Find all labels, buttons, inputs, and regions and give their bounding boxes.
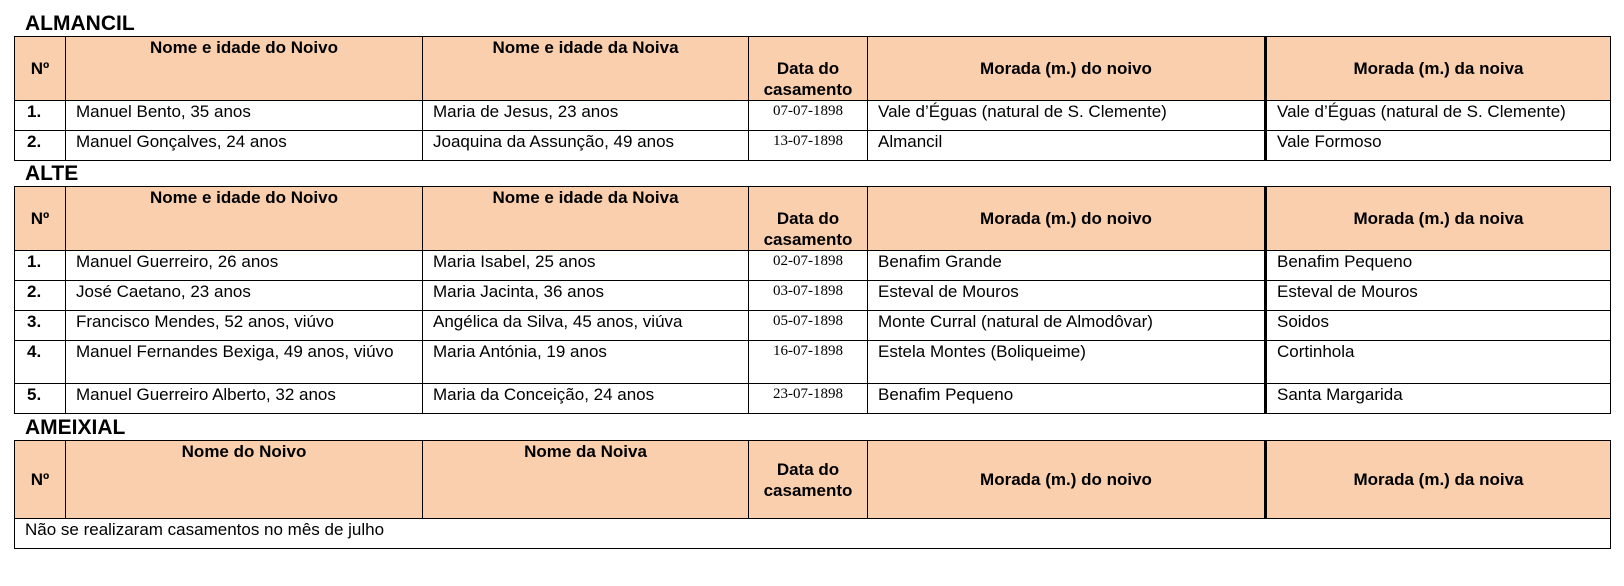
table-row bbox=[15, 131, 1611, 161]
cell-bride-address: Esteval de Mouros bbox=[1266, 281, 1611, 311]
cell-date: 03-07-1898 bbox=[749, 281, 868, 311]
cell-bride: Maria de Jesus, 23 anos bbox=[423, 101, 749, 131]
cell-groom: Manuel Guerreiro Alberto, 32 anos bbox=[66, 384, 423, 414]
cell-num: 5. bbox=[15, 384, 66, 414]
cell-num: 4. bbox=[15, 341, 66, 384]
cell-groom-address: Almancil bbox=[868, 131, 1266, 161]
cell-num: 3. bbox=[15, 311, 66, 341]
header-bride: Nome da Noiva bbox=[423, 441, 749, 519]
cell-bride: Maria Isabel, 25 anos bbox=[423, 251, 749, 281]
cell-num: 1. bbox=[15, 101, 66, 131]
cell-date: 05-07-1898 bbox=[749, 311, 868, 341]
cell-groom-address: Monte Curral (natural de Almodôvar) bbox=[868, 311, 1266, 341]
cell-groom-address: Vale d’Éguas (natural de S. Clemente) bbox=[868, 101, 1266, 131]
cell-bride-address: Soidos bbox=[1266, 311, 1611, 341]
cell-date: 07-07-1898 bbox=[749, 101, 868, 131]
header-bride: Nome e idade da Noiva bbox=[423, 37, 749, 101]
cell-groom-address: Benafim Pequeno bbox=[868, 384, 1266, 414]
table-ameixial bbox=[14, 440, 1611, 549]
cell-groom-address: Benafim Grande bbox=[868, 251, 1266, 281]
cell-bride: Maria da Conceição, 24 anos bbox=[423, 384, 749, 414]
no-marriages-note: Não se realizaram casamentos no mês de julho bbox=[15, 519, 1611, 549]
cell-groom: Francisco Mendes, 52 anos, viúvo bbox=[66, 311, 423, 341]
table-row bbox=[15, 384, 1611, 414]
section-title-almancil: ALMANCIL bbox=[25, 12, 135, 35]
header-groom: Nome e idade do Noivo bbox=[66, 37, 423, 101]
cell-groom: Manuel Fernandes Bexiga, 49 anos, viúvo bbox=[66, 341, 423, 384]
cell-bride-address: Cortinhola bbox=[1266, 341, 1611, 384]
header-bride: Nome e idade da Noiva bbox=[423, 187, 749, 251]
cell-groom: Manuel Guerreiro, 26 anos bbox=[66, 251, 423, 281]
header-bride-address: Morada (m.) da noiva bbox=[1266, 441, 1611, 519]
header-date: Data do casamento bbox=[749, 187, 868, 251]
header-groom-address: Morada (m.) do noivo bbox=[868, 37, 1266, 101]
table-row bbox=[15, 281, 1611, 311]
cell-groom-address: Estela Montes (Boliqueime) bbox=[868, 341, 1266, 384]
cell-bride-address: Vale Formoso bbox=[1266, 131, 1611, 161]
header-groom-address: Morada (m.) do noivo bbox=[868, 441, 1266, 519]
cell-num: 2. bbox=[15, 131, 66, 161]
table-row bbox=[15, 101, 1611, 131]
header-groom-address: Morada (m.) do noivo bbox=[868, 187, 1266, 251]
cell-date: 13-07-1898 bbox=[749, 131, 868, 161]
table-row bbox=[15, 519, 1611, 549]
table-row bbox=[15, 251, 1611, 281]
cell-bride-address: Benafim Pequeno bbox=[1266, 251, 1611, 281]
table-row bbox=[15, 311, 1611, 341]
cell-num: 2. bbox=[15, 281, 66, 311]
table-row bbox=[15, 341, 1611, 384]
cell-bride: Angélica da Silva, 45 anos, viúva bbox=[423, 311, 749, 341]
cell-groom: José Caetano, 23 anos bbox=[66, 281, 423, 311]
header-groom: Nome e idade do Noivo bbox=[66, 187, 423, 251]
table-header-row bbox=[15, 37, 1611, 101]
cell-bride: Maria Jacinta, 36 anos bbox=[423, 281, 749, 311]
cell-date: 02-07-1898 bbox=[749, 251, 868, 281]
section-title-ameixial: AMEIXIAL bbox=[25, 416, 126, 439]
cell-bride-address: Santa Margarida bbox=[1266, 384, 1611, 414]
cell-date: 16-07-1898 bbox=[749, 341, 868, 384]
header-num: Nº bbox=[15, 37, 66, 101]
cell-bride: Maria Antónia, 19 anos bbox=[423, 341, 749, 384]
section-title-alte: ALTE bbox=[25, 162, 79, 185]
cell-groom-address: Esteval de Mouros bbox=[868, 281, 1266, 311]
cell-bride-address: Vale d’Éguas (natural de S. Clemente) bbox=[1266, 101, 1611, 131]
cell-bride: Joaquina da Assunção, 49 anos bbox=[423, 131, 749, 161]
header-bride-address: Morada (m.) da noiva bbox=[1266, 37, 1611, 101]
header-groom: Nome do Noivo bbox=[66, 441, 423, 519]
header-bride-address: Morada (m.) da noiva bbox=[1266, 187, 1611, 251]
header-date: Data do casamento bbox=[749, 37, 868, 101]
cell-num: 1. bbox=[15, 251, 66, 281]
table-header-row bbox=[15, 187, 1611, 251]
cell-date: 23-07-1898 bbox=[749, 384, 868, 414]
table-alte bbox=[14, 186, 1611, 414]
header-num: Nº bbox=[15, 441, 66, 519]
header-num: Nº bbox=[15, 187, 66, 251]
table-header-row bbox=[15, 441, 1611, 519]
table-almancil bbox=[14, 36, 1611, 161]
header-date: Data do casamento bbox=[749, 441, 868, 519]
cell-groom: Manuel Gonçalves, 24 anos bbox=[66, 131, 423, 161]
cell-groom: Manuel Bento, 35 anos bbox=[66, 101, 423, 131]
